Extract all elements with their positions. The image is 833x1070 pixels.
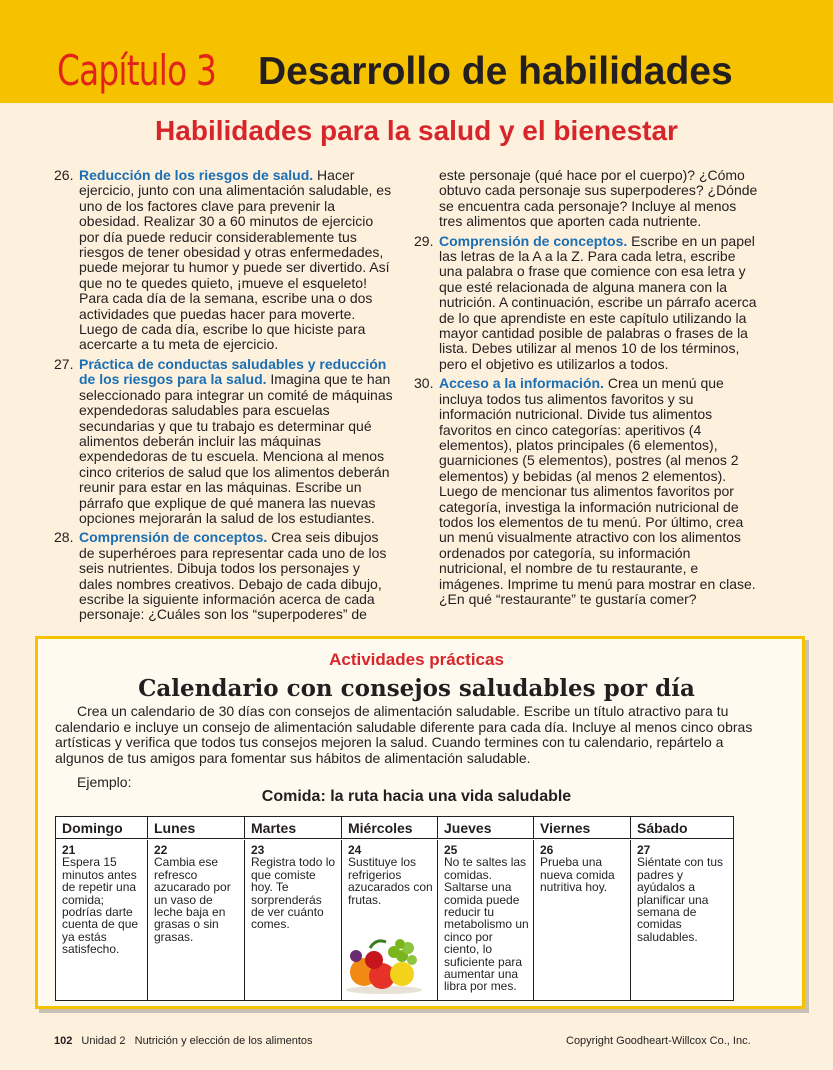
day-tip: Siéntate con tus padres y ayúdalos a planificar una semana de comidas saludables. (637, 855, 724, 944)
calendar-cell-23 (244, 840, 341, 1000)
item-text: Escribe en un papel las letras de la A a la Z. Para cada letra, escribe una palabra o frase que comience con esa letra y que esté relacionada de alguna manera con la nutrición. A continuación, escribe un párrafo acerca de lo que aprendiste en este capítulo utilizando la mayor cantidad posible de palabras o frases de la lista. Debes utilizar al menos 10 de los términos, pero el objetivo es utilizarlos a todos. (439, 232, 757, 372)
item-number: 27. (54, 355, 74, 372)
fruit-illustration (342, 934, 426, 994)
day-number: 23 (251, 843, 265, 857)
header-cell-lunes: Lunes (147, 817, 244, 839)
calendar-cell-24 (341, 840, 437, 1000)
list-item-30 (414, 376, 758, 607)
day-tip: Prueba una nueva comida nutritiva hoy. (540, 855, 615, 895)
calendar-cell-25 (437, 840, 533, 1000)
item-28-continuation: este personaje (qué hace por el cuerpo)? ¿Cómo obtuvo cada personaje sus superpoderes? ¿Dónde se encuentra cada personaje? Incluye al menos tres alimentos que aporten cada nutriente. (439, 167, 758, 230)
day-number: 26 (540, 843, 554, 857)
item-text: Crea seis dibujos de superhéroes para representar cada uno de los seis nutrientes. Dibuja todos los personajes y dales nombres creativos. Debajo de cada dibujo, escribe la siguiente información acerca de cada personaje: ¿Cuáles son los “superpoderes” de (79, 529, 387, 623)
item-heading: Comprensión de conceptos. (439, 232, 628, 249)
copyright: Copyright Goodheart-Willcox Co., Inc. (566, 1035, 751, 1047)
activity-label: Actividades prácticas (329, 650, 504, 669)
day-number: 25 (444, 843, 458, 857)
item-heading: Comprensión de conceptos. (79, 529, 268, 546)
activity-title: Calendario con consejos saludables por día (138, 675, 695, 702)
calendar-table (55, 816, 734, 1001)
chapter-title: Desarrollo de habilidades (258, 50, 733, 93)
calendar-title: Comida: la ruta hacia una vida saludable (261, 788, 572, 805)
header-cell-domingo: Domingo (62, 820, 123, 836)
calendar-cell-27 (630, 840, 733, 1000)
header-cell-miercoles: Miércoles (341, 817, 437, 839)
header-cell-martes: Martes (244, 817, 341, 839)
header-cell-viernes: Viernes (533, 817, 630, 839)
item-heading: Práctica de conductas saludables y reducción de los riesgos para la salud. (79, 355, 387, 388)
list-item-27 (54, 357, 394, 526)
item-heading: Reducción de los riesgos de salud. (79, 167, 314, 183)
item-text: Hacer ejercicio, junto con una alimentación saludable, es uno de los factores clave para prevenir la obesidad. Realizar 30 a 60 minutos de ejercicio por día puede reducir considerablemente tus riesgos de tener obesidad y otras enfermedades, puede mejorar tu humor y puede ser divertido. Así que no te quedes quieto, ¡mueve el esqueleto! Para cada día de la semana, escribe una o dos actividades que puedas hacer para moverte. Luego de cada día, escribe lo que hiciste para acercarte a tu meta de ejercicio. (79, 167, 392, 353)
day-number: 27 (637, 843, 651, 857)
page-number: 102 (54, 1035, 73, 1047)
day-tip: Espera 15 minutos antes de repetir una comida; podrías darte cuenta de que ya estás satisfecho. (62, 855, 139, 957)
item-number: 26. (54, 167, 74, 183)
right-column (414, 168, 758, 611)
unit-label: Unidad 2 Nutrición y elección de los alimentos (81, 1035, 313, 1047)
chapter-header-band (0, 0, 833, 103)
day-number: 21 (62, 843, 76, 857)
chapter-label: Capítulo 3 (57, 46, 217, 95)
item-number: 28. (54, 529, 74, 546)
list-item-28 (54, 530, 394, 622)
example-label: Ejemplo: (77, 774, 132, 790)
left-column (54, 168, 394, 627)
page-footer (54, 1035, 313, 1047)
item-text: Crea un menú que incluya todos tus alimentos favoritos y su información nutricional. Divide tus alimentos favoritos en cinco categorías: aperitivos (4 elementos), platos principales (6 elementos), guarniciones (5 elementos), postres (al menos 2 elementos) y bebidas (al menos 2 elementos). Luego de mencionar tus alimentos favoritos por categoría, investiga la información nutricional de todos los elementos de tu menú. Por último, crea un menú visualmente atractivo con los alimentos ordenados por categoría, su información nutricional, el nombre de tu restaurante, e imágenes. Imprime tu menú para mostrar en clase. ¿En qué “restaurante” te gustaría comer? (439, 375, 756, 607)
day-tip: Sustituye los refrigerios azucarados con frutas. (348, 855, 433, 907)
list-item-26 (54, 168, 394, 353)
calendar-header-row (56, 817, 733, 839)
day-number: 24 (348, 843, 362, 857)
item-number: 29. (414, 232, 434, 249)
calendar-cell-21 (56, 840, 147, 1000)
activity-body: Crea un calendario de 30 días con consejos de alimentación saludable. Escribe un título atractivo para tu calendario e incluye un consejo de alimentación saludable diferente para cada día. Incluye al menos cinco obras artísticas y verifica que todos tus consejos mejoren la salud. Cuando termines con tu calendario, repártelo a algunos de tus amigos para fomentar sus hábitos de alimentación saludable. (55, 703, 753, 766)
item-text: Imagina que te han seleccionado para integrar un comité de máquinas expendedoras saludables para escuelas secundarias y que tu trabajo es determinar qué alimentos deberán incluir las máquinas expendedoras de tu escuela. Menciona al menos cinco criterios de salud que los alimentos deberán reunir para estar en las máquinas. Escribe un párrafo que explique de qué manera las nuevas opciones mejorarán la salud de los estudiantes. (79, 371, 393, 526)
day-number: 22 (154, 843, 168, 857)
section-title: Habilidades para la salud y el bienestar (155, 115, 678, 146)
calendar-cell-22 (147, 840, 244, 1000)
calendar-cell-26 (533, 840, 630, 1000)
item-number: 30. (414, 375, 434, 392)
day-tip: Cambia ese refresco azucarado por un vaso de leche baja en grasas o sin grasas. (154, 855, 231, 944)
header-cell-jueves: Jueves (437, 817, 533, 839)
list-item-29 (414, 234, 758, 373)
day-tip: No te saltes las comidas. Saltarse una comida puede reducir tu metabolismo un cinco por ciento, lo suficiente para aumentar una libra por mes. (444, 855, 529, 994)
header-cell-sabado: Sábado (630, 817, 733, 839)
item-heading: Acceso a la información. (439, 375, 604, 392)
day-tip: Registra todo lo que comiste hoy. Te sorprenderás de ver cuánto comes. (251, 855, 336, 932)
